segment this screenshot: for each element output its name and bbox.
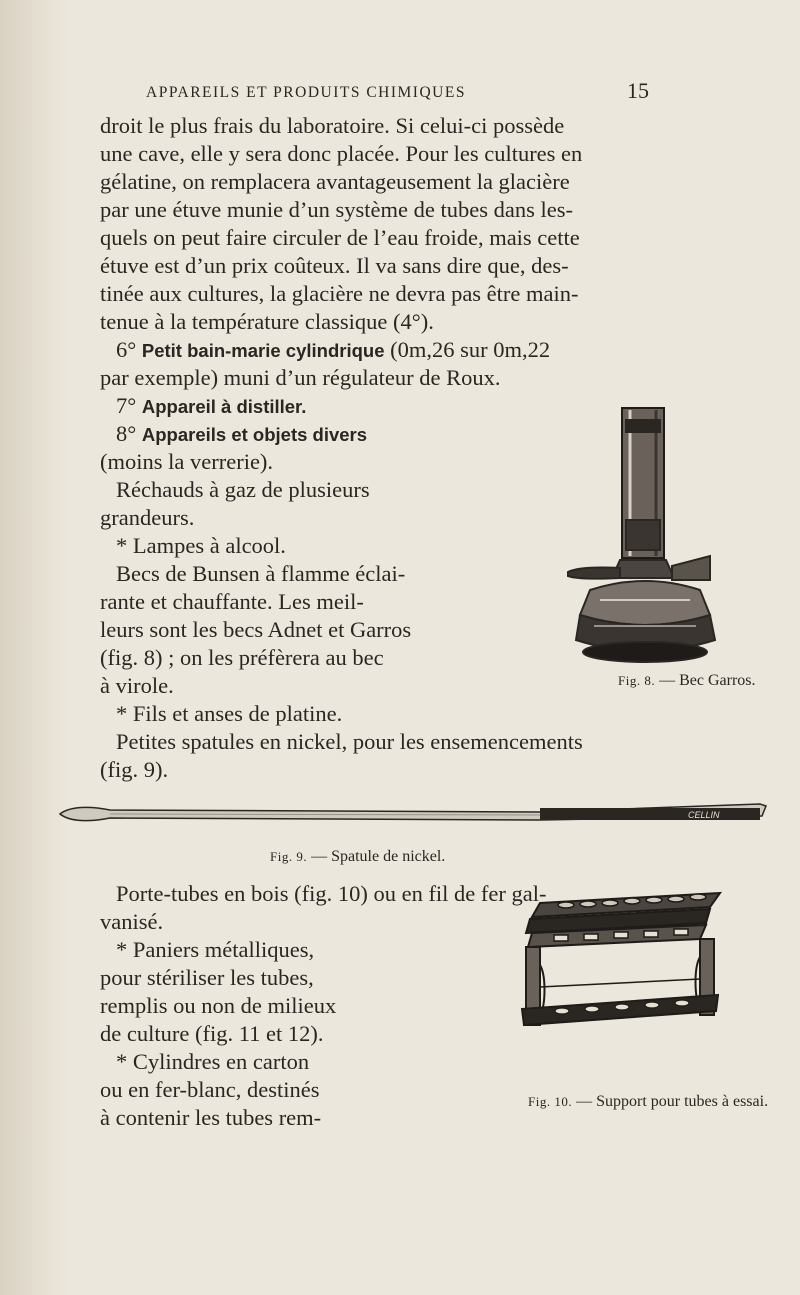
item-title: Petit bain-marie cylindrique [141,340,385,361]
running-header: APPAREILS ET PRODUITS CHIMIQUES [146,84,466,101]
text-line: tenue à la température classique (4°). [100,309,434,334]
figure-label: Fig. 10. [528,1094,573,1109]
figure-caption-text: — Bec Garros. [659,672,756,689]
text-line: * Fils et anses de platine. [116,701,343,726]
text-line: tinée aux cultures, la glacière ne devra pas être main- [100,281,579,306]
text-line: * Cylindres en carton [116,1049,310,1074]
text-line: de culture (fig. 11 et 12). [100,1021,324,1046]
text-line: * Paniers métalliques, [116,937,315,962]
figure-caption-text: — Spatule de nickel. [311,848,446,865]
text-line: étuve est d’un prix coûteux. Il va sans dire que, des- [100,253,569,278]
text-line: (fig. 9). [100,757,169,782]
text-line: (moins la verrerie). [100,449,274,474]
text-line: * Lampes à alcool. [116,533,286,558]
item-title: Appareils et objets divers [141,424,368,445]
text-line: quels on peut faire circuler de l’eau froide, mais cette [100,225,580,250]
bunsen-burner-icon [560,400,730,670]
figure-caption-text: — Support pour tubes à essai. [576,1093,769,1110]
page-edge-shadow [0,0,70,1295]
text-line: par une étuve munie d’un système de tubes dans les- [100,197,573,222]
text-line: rante et chauffante. Les meil- [100,589,364,614]
item-number: 7° [116,393,137,418]
figure-8-caption [618,672,756,690]
spatula-icon [0,794,800,834]
text-line: à contenir les tubes rem- [100,1105,322,1130]
figure-label: Fig. 8. [618,673,656,688]
text-line: grandeurs. [100,505,195,530]
text-line: leurs sont les becs Adnet et Garros [100,617,412,642]
item-number: 6° [116,337,137,362]
spatula-engraving: CELLIN [688,810,720,820]
text-line: (fig. 8) ; on les préfèrera au bec [100,645,384,670]
text-line: une cave, elle y sera donc placée. Pour les cultures en [100,141,583,166]
text-line: droit le plus frais du laboratoire. Si celui-ci possède [100,113,565,138]
text-line: Porte-tubes en bois (fig. 10) ou en fil de fer gal- [116,881,547,906]
list-item-6 [116,336,550,365]
text-line: Réchauds à gaz de plusieurs [116,477,370,502]
text-line: Petites spatules en nickel, pour les ensemencements [116,729,583,754]
text-line: ou en fer-blanc, destinés [100,1077,320,1102]
page-number: 15 [627,78,649,103]
text-line: gélatine, on remplacera avantageusement la glacière [100,169,570,194]
figure-10-caption [528,1093,768,1111]
figure-label: Fig. 9. [270,849,308,864]
tube-rack-icon [510,885,730,1045]
item-title: Appareil à distiller. [141,396,307,417]
text-line: par exemple) muni d’un régulateur de Roux. [100,365,501,390]
figure-9-caption [270,848,445,866]
text-line: à virole. [100,673,174,698]
item-text: (0m,26 sur 0m,22 [390,337,551,362]
text-line: vanisé. [100,909,164,934]
item-number: 8° [116,421,137,446]
text-line: Becs de Bunsen à flamme éclai- [116,561,406,586]
list-item-7 [116,392,306,421]
text-line: pour stériliser les tubes, [100,965,314,990]
text-line: remplis ou non de milieux [100,993,337,1018]
list-item-8 [116,420,367,449]
